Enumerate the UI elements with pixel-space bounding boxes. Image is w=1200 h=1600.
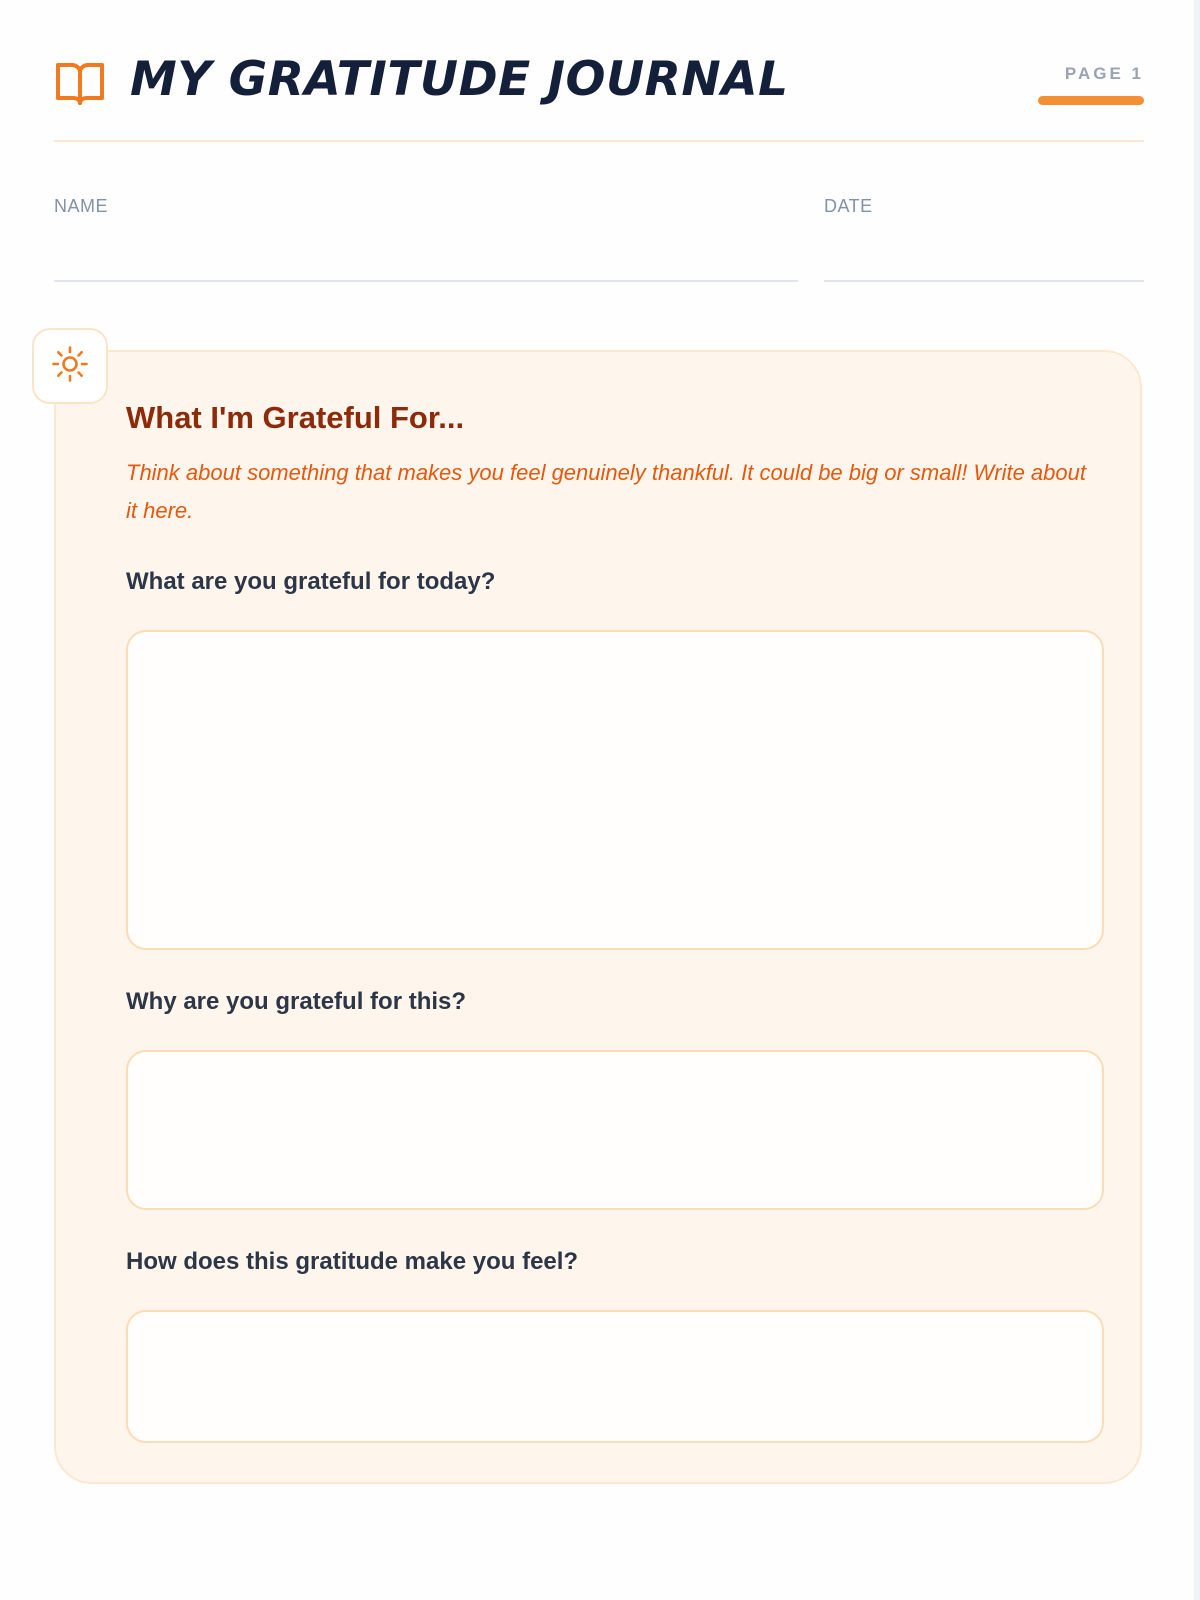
date-field[interactable]: [824, 196, 1144, 217]
page-edge: [1194, 0, 1200, 1600]
date-input-line[interactable]: [824, 280, 1144, 282]
gratitude-section-card: [54, 350, 1142, 1484]
header-divider: [54, 140, 1144, 142]
question-1-label: What are you grateful for today?: [126, 568, 496, 595]
page-number-label: PAGE 1: [1064, 64, 1144, 83]
name-field[interactable]: [54, 196, 798, 217]
section-title: What I'm Grateful For...: [126, 400, 465, 435]
open-book-icon: [54, 59, 106, 107]
answer-box-2[interactable]: [126, 1050, 1104, 1210]
page-underline: [1038, 96, 1144, 105]
sun-icon: [51, 345, 89, 387]
sun-badge: [32, 328, 108, 404]
date-label: DATE: [824, 196, 873, 216]
page-indicator: [1038, 64, 1144, 84]
name-label: NAME: [54, 196, 109, 216]
section-instructions: Think about something that makes you feel genuinely thankful. It could be big or small! Write about it here.: [126, 460, 1086, 523]
question-2-label: Why are you grateful for this?: [126, 988, 467, 1015]
answer-box-3[interactable]: [126, 1310, 1104, 1443]
journal-header: [54, 48, 1144, 140]
question-3-label: How does this gratitude make you feel?: [126, 1248, 579, 1275]
page-title: MY GRATITUDE JOURNAL: [130, 52, 789, 107]
answer-box-1[interactable]: [126, 630, 1104, 950]
name-input-line[interactable]: [54, 280, 798, 282]
